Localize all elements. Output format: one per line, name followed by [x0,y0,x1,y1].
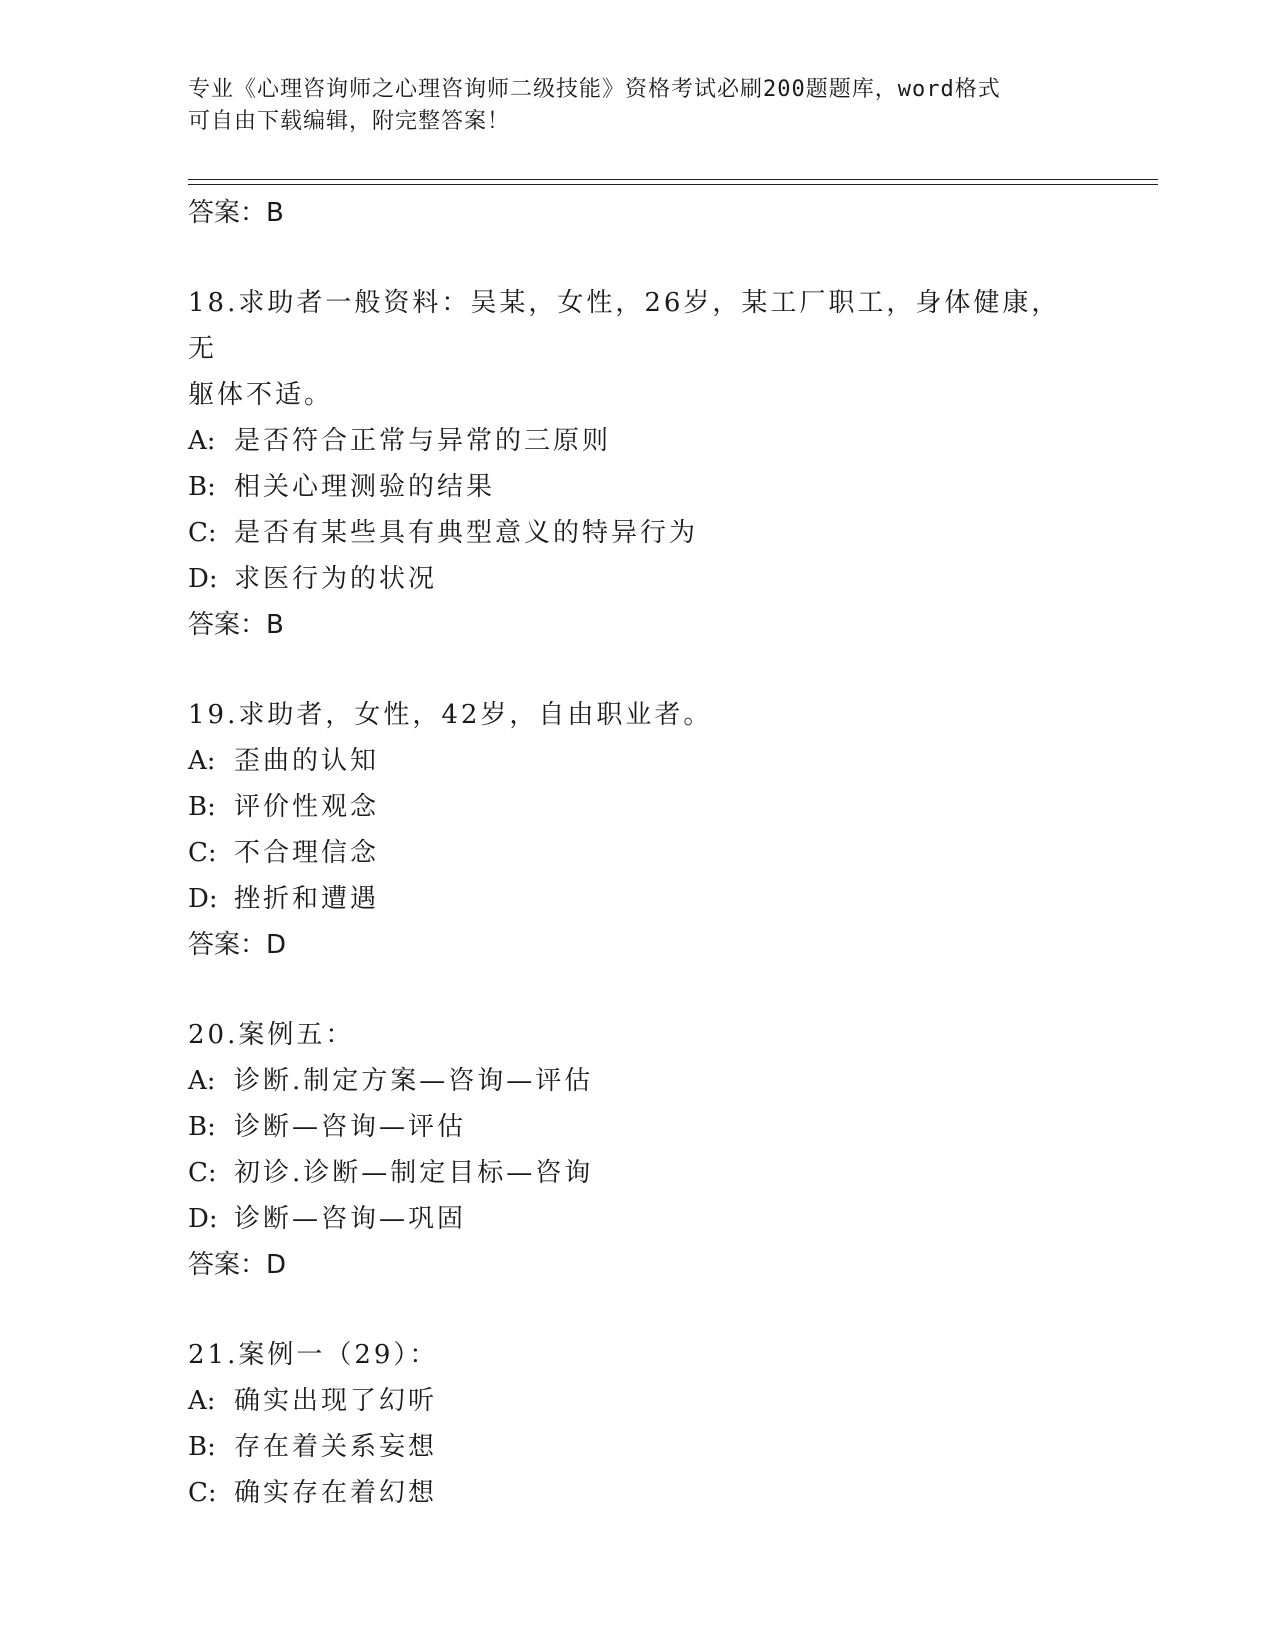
question-text: 21.案例一（29）： [188,1340,439,1370]
option-text: 挫折和遭遇 [234,884,380,914]
question-text: 18.求助者一般资料：吴某，女性，26岁，某工厂职工，身体健康，无 [188,288,1061,364]
question-text: 20.案例五： [188,1020,355,1050]
option-d [188,876,1088,922]
option-letter: B: [188,472,216,502]
option-text: 初诊.诊断—制定目标—咨询 [234,1158,594,1188]
option-b [188,1424,1088,1470]
question-text-continued: 躯体不适。 [188,380,334,410]
header-line-1: 专业《心理咨询师之心理咨询师二级技能》资格考试必刷200题题库，word格式 [188,77,1001,102]
option-letter: C: [188,1478,217,1508]
option-letter: D: [188,1204,218,1234]
option-letter: C: [188,1158,217,1188]
option-c [188,1470,1088,1516]
option-letter: A: [188,1386,216,1416]
option-text: 是否有某些具有典型意义的特异行为 [234,518,699,548]
option-letter: C: [188,518,217,548]
option-text: 确实出现了幻听 [234,1386,438,1416]
option-text: 评价性观念 [234,792,380,822]
option-letter: D: [188,884,218,914]
option-text: 歪曲的认知 [234,746,380,776]
option-b [188,784,1088,830]
option-text: 是否符合正常与异常的三原则 [234,426,612,456]
option-letter: C: [188,838,217,868]
option-text: 诊断—咨询—巩固 [234,1204,467,1234]
option-letter: A: [188,1066,216,1096]
option-text: 存在着关系妄想 [234,1432,438,1462]
option-text: 确实存在着幻想 [234,1478,438,1508]
header-divider-secondary [188,184,1158,185]
option-text: 诊断.制定方案—咨询—评估 [234,1066,594,1096]
option-text: 不合理信念 [234,838,380,868]
option-letter: B: [188,1432,216,1462]
option-letter: A: [188,426,216,456]
answer-line: 答案：D [188,1250,287,1280]
option-letter: B: [188,1112,216,1142]
option-d [188,1196,1088,1242]
option-c [188,1150,1088,1196]
question-20 [188,1012,1088,1058]
option-d [188,556,1088,602]
option-a [188,738,1088,784]
option-letter: D: [188,564,218,594]
option-c [188,830,1088,876]
option-b [188,464,1088,510]
option-a [188,1378,1088,1424]
question-list [188,190,1088,1516]
option-text: 诊断—咨询—评估 [234,1112,467,1142]
option-b [188,1104,1088,1150]
answer-line: 答案：D [188,930,287,960]
question-21 [188,1332,1088,1378]
header-divider [188,179,1158,180]
answer-line: 答案：B [188,610,284,640]
question-18 [188,280,1088,418]
option-text: 相关心理测验的结果 [234,472,496,502]
header-line-2: 可自由下载编辑，附完整答案！ [188,109,511,134]
option-a [188,1058,1088,1104]
option-a [188,418,1088,464]
document-header [188,74,1088,138]
question-text: 19.求助者，女性，42岁，自由职业者。 [188,700,713,730]
option-letter: A: [188,746,216,776]
option-letter: B: [188,792,216,822]
question-19 [188,692,1088,738]
answer-line: 答案：B [188,198,284,228]
option-c [188,510,1088,556]
option-text: 求医行为的状况 [234,564,438,594]
